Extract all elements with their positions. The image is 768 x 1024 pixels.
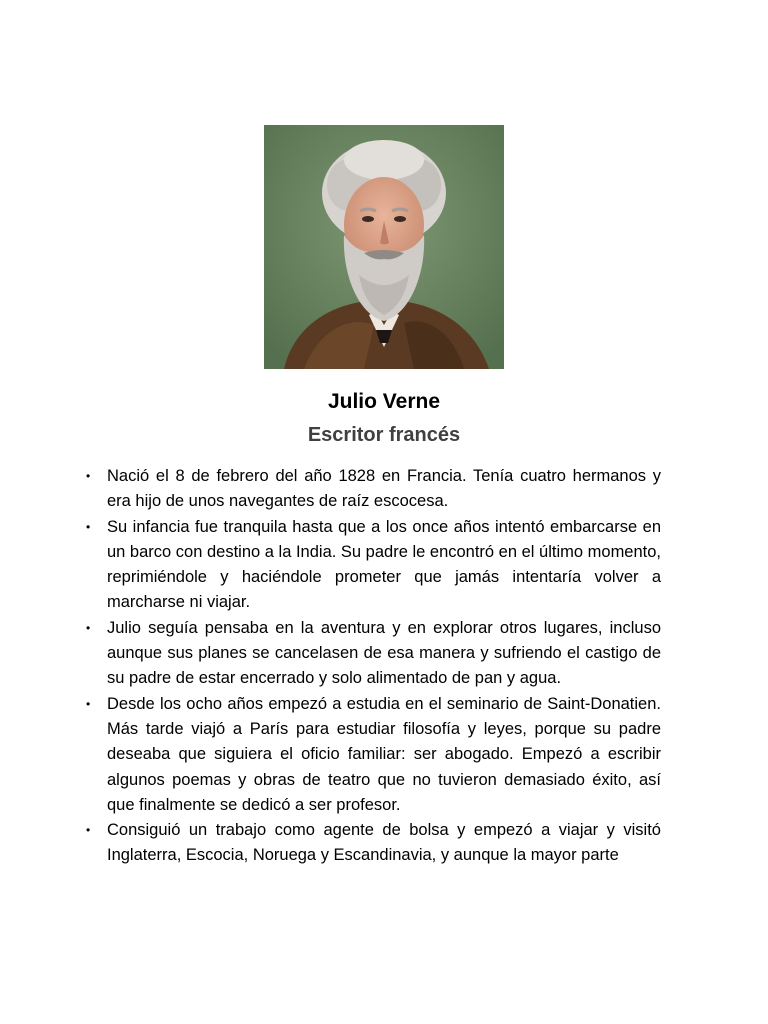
bullet-icon: • [86,620,91,635]
list-item-text: Su infancia fue tranquila hasta que a los once años intentó embarcarse en un barco con destino a la India. Su padre le encontró en el último momento, reprimiéndole y haciéndole prometer que jamás intentaría volver a marcharse ni viajar. [107,517,662,612]
bullet-icon: • [86,823,91,838]
list-item-text: Nació el 8 de febrero del año 1828 en Francia. Tenía cuatro hermanos y era hijo de unos navegantes de raíz escocesa. [107,467,661,511]
list-item-text: Consiguió un trabajo como agente de bolsa y empezó a viajar y visitó Inglaterra, Escocia, Noruega y Escandinavia, y aunque la mayor parte [107,821,661,865]
list-item [80,515,661,616]
list-item [80,616,661,692]
bullet-icon: • [86,519,91,534]
document-subtitle: Escritor francés [307,424,461,446]
document-title: Julio Verne [327,390,441,413]
list-item-text: Desde los ocho años empezó a estudia en el seminario de Saint-Donatien. Más tarde viajó a París para estudiar filosofía y leyes, porque su padre deseaba que siguiera el oficio familiar: ser abogado. Empezó a escribir algunos poemas y obras de teatro que no tuvieron demasiado éxito, así que finalmente se dedicó a ser profesor. [107,694,661,814]
list-item-text: Julio seguía pensaba en la aventura y en explorar otros lugares, incluso aunque sus planes se cancelasen de esa manera y sufriendo el castigo de su padre de estar encerrado y solo alimentado de pan y agua. [107,618,661,688]
portrait-illustration [264,125,504,369]
bullet-icon: • [86,469,91,483]
bullet-list [80,464,661,869]
list-item [80,692,661,818]
bullet-icon: • [86,696,91,711]
list-item [80,818,661,869]
list-item [80,464,661,515]
portrait-image [264,125,504,369]
